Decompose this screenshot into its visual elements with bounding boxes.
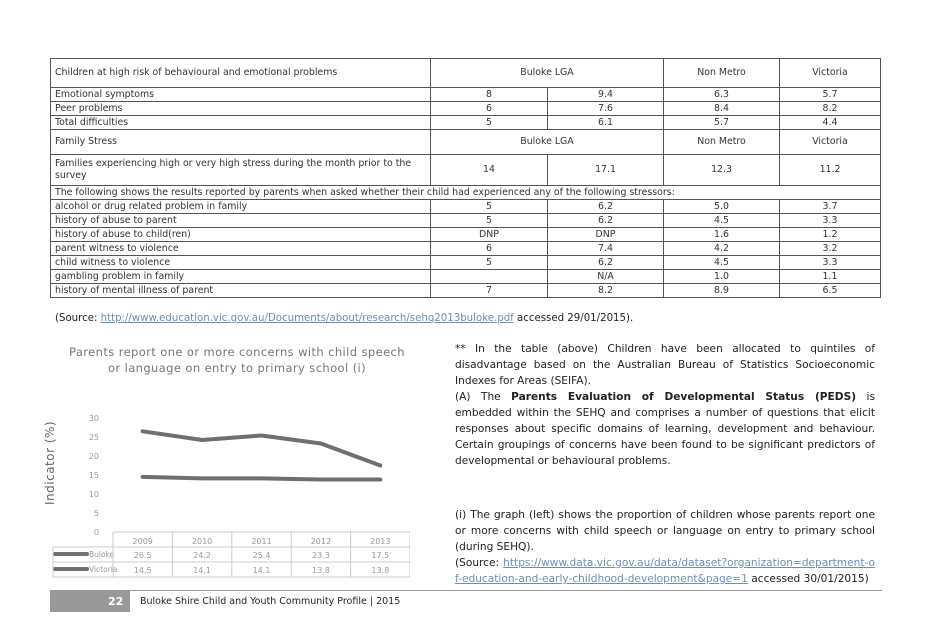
- note-peds-prefix: (A) The: [455, 391, 512, 403]
- table-row: [51, 116, 881, 130]
- table-cell: DNP: [431, 228, 548, 242]
- table-cell: 14: [431, 155, 548, 186]
- note-source-suffix: accessed 30/01/2015): [747, 573, 869, 585]
- note-peds: [455, 389, 875, 469]
- page-number: 22: [108, 595, 124, 608]
- data-label: 14.1: [193, 566, 212, 575]
- line-chart: [45, 340, 410, 585]
- table-cell: 4.2: [664, 242, 780, 256]
- table-row: [51, 102, 881, 116]
- x-tick-label: 2013: [370, 537, 391, 546]
- table-cell: Peer problems: [51, 102, 431, 116]
- table-row: [51, 228, 881, 242]
- x-tick-label: 2012: [310, 537, 332, 546]
- x-tick-label: 2011: [251, 537, 272, 546]
- y-tick-label: 25: [88, 433, 99, 442]
- table-cell: 3.3: [780, 256, 881, 270]
- stress-header-row: [51, 130, 881, 155]
- table-cell: 3.3: [780, 214, 881, 228]
- table-cell: 17.1: [548, 155, 664, 186]
- y-tick-label: 0: [93, 528, 99, 537]
- table-cell: N/A: [548, 270, 664, 284]
- table-cell: 1.1: [780, 270, 881, 284]
- table-row: [51, 88, 881, 102]
- data-label: 26.5: [133, 551, 152, 560]
- table-row: [51, 270, 881, 284]
- behaviour-header-row: [51, 59, 881, 88]
- table-header-cell: Victoria: [780, 59, 881, 88]
- y-axis-title: Indicator (%): [43, 420, 57, 505]
- table-cell: 5.7: [780, 88, 881, 102]
- table-cell: 6: [431, 242, 548, 256]
- stressor-intro: The following shows the results reported by parents when asked whether their child had experienced any of the following stressors:: [51, 186, 881, 200]
- table-header-cell: Children at high risk of behavioural and emotional problems: [51, 59, 431, 88]
- series-line-buloke: [143, 431, 381, 465]
- table-row: [51, 214, 881, 228]
- table-row: [51, 200, 881, 214]
- table-cell: Families experiencing high or very high stress during the month prior to the survey: [51, 155, 431, 186]
- data-label: 14.5: [133, 566, 152, 575]
- table-cell: 6.1: [548, 116, 664, 130]
- notes-column: [455, 341, 875, 587]
- chart-plot: [45, 340, 410, 585]
- table-header-cell: Victoria: [780, 130, 881, 155]
- table-cell: 1.2: [780, 228, 881, 242]
- y-tick-label: 30: [88, 414, 99, 423]
- data-label: 13.8: [371, 566, 390, 575]
- table-header-cell: Buloke LGA: [431, 130, 664, 155]
- x-tick-label: 2010: [191, 537, 213, 546]
- table-header-cell: Family Stress: [51, 130, 431, 155]
- legend-label: Buloke: [89, 550, 115, 559]
- table-cell: DNP: [548, 228, 664, 242]
- table-cell: 7.4: [548, 242, 664, 256]
- table-cell: 6.3: [664, 88, 780, 102]
- source-suffix: accessed 29/01/2015).: [513, 313, 634, 324]
- y-tick-label: 20: [88, 452, 99, 461]
- note-source-link[interactable]: https://www.data.vic.gov.au/data/dataset?organization=department-of-education-and-early-childhood-development&page=1: [455, 557, 875, 585]
- note-peds-bold: Parents Evaluation of Developmental Status (PEDS): [511, 391, 857, 403]
- table-cell: 5: [431, 214, 548, 228]
- table-cell: 12.3: [664, 155, 780, 186]
- table-header-cell: Non Metro: [664, 130, 780, 155]
- table-cell: 3.2: [780, 242, 881, 256]
- footer-title: Buloke Shire Child and Youth Community Profile | 2015: [140, 596, 401, 607]
- table-cell: history of abuse to parent: [51, 214, 431, 228]
- table-cell: history of abuse to child(ren): [51, 228, 431, 242]
- table-cell: 3.7: [780, 200, 881, 214]
- x-tick-label: 2009: [132, 537, 153, 546]
- table-cell: 6.2: [548, 256, 664, 270]
- table-cell: 8.2: [548, 284, 664, 298]
- table-cell: 4.5: [664, 256, 780, 270]
- table-cell: 5.0: [664, 200, 780, 214]
- table-header-cell: Buloke LGA: [431, 59, 664, 88]
- table-cell: 4.5: [664, 214, 780, 228]
- table-cell: 5: [431, 200, 548, 214]
- table-cell: history of mental illness of parent: [51, 284, 431, 298]
- table-cell: 9.4: [548, 88, 664, 102]
- table-cell: 1.6: [664, 228, 780, 242]
- table-cell: 6.5: [780, 284, 881, 298]
- table-cell: 11.2: [780, 155, 881, 186]
- table-cell: 8.2: [780, 102, 881, 116]
- table-cell: gambling problem in family: [51, 270, 431, 284]
- stats-table: [50, 58, 881, 298]
- y-tick-label: 5: [93, 509, 99, 518]
- table-row: [51, 242, 881, 256]
- source-prefix: (Source:: [55, 313, 101, 324]
- chart-title: Parents report one or more concerns with child speech or language on entry to primary school (i): [69, 345, 405, 375]
- table-cell: 6: [431, 102, 548, 116]
- note-peds-text: is embedded within the SEHQ and comprises a number of questions that elicit responses about specific domains of learning, development and behaviour. Certain groupings of concerns have been found to be significant predictors of developmental or behavioural problems.: [455, 391, 875, 467]
- source-link[interactable]: http://www.education.vic.gov.au/Documents/about/research/sehq2013buloke.pdf: [100, 313, 514, 324]
- table-cell: 8.4: [664, 102, 780, 116]
- table-row: [51, 284, 881, 298]
- table-source: [55, 313, 633, 324]
- data-label: 23.3: [311, 551, 330, 560]
- table-cell: 5: [431, 256, 548, 270]
- y-tick-label: 15: [88, 471, 99, 480]
- table-cell: parent witness to violence: [51, 242, 431, 256]
- table-cell: Emotional symptoms: [51, 88, 431, 102]
- table-cell: Total difficulties: [51, 116, 431, 130]
- table-cell: alcohol or drug related problem in family: [51, 200, 431, 214]
- note-source: [455, 555, 875, 587]
- table-cell: 7.6: [548, 102, 664, 116]
- table-cell: child witness to violence: [51, 256, 431, 270]
- data-label: 14.1: [252, 566, 271, 575]
- data-label: 24.2: [193, 551, 212, 560]
- stressor-intro-row: [51, 186, 881, 200]
- table-cell: 4.4: [780, 116, 881, 130]
- note-seifa: ** In the table (above) Children have been allocated to quintiles of disadvantage based on the Australian Bureau of Statistics Socioeconomic Indexes for Areas (SEIFA).: [455, 343, 875, 387]
- note-graph: (i) The graph (left) shows the proportion of children whose parents report one or more concerns with child speech or language on entry to primary school (during SEHQ).: [455, 509, 875, 553]
- table-row: [51, 256, 881, 270]
- table-row: [51, 155, 881, 186]
- y-tick-label: 10: [88, 490, 99, 499]
- data-label: 17.5: [371, 551, 390, 560]
- table-cell: 8: [431, 88, 548, 102]
- footer-divider: [50, 590, 882, 591]
- legend-label: Victoria: [89, 565, 118, 574]
- table-header-cell: Non Metro: [664, 59, 780, 88]
- table-cell: [431, 270, 548, 284]
- table-cell: 1.0: [664, 270, 780, 284]
- table-cell: 8.9: [664, 284, 780, 298]
- data-label: 25.4: [252, 551, 271, 560]
- table-cell: 7: [431, 284, 548, 298]
- table-cell: 5: [431, 116, 548, 130]
- series-line-victoria: [143, 477, 381, 480]
- table-cell: 6.2: [548, 200, 664, 214]
- note-source-prefix: (Source:: [455, 557, 504, 569]
- data-label: 13.8: [311, 566, 330, 575]
- table-cell: 5.7: [664, 116, 780, 130]
- table-cell: 6.2: [548, 214, 664, 228]
